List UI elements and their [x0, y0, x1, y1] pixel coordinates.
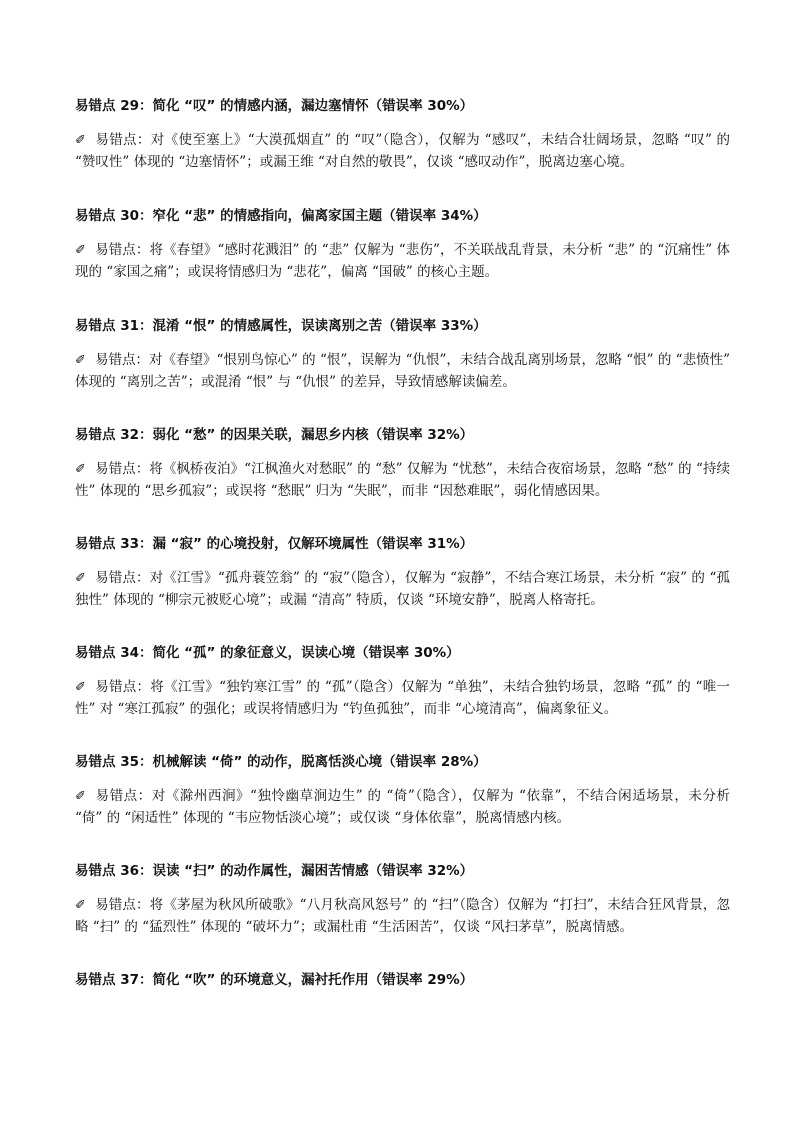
entry-body-text: 易错点：对《江雪》“孤舟蓑笠翁” 的 “寂”（隐含），仅解为 “寂静”，不结合寒江场景，未分析 “寂” 的 “孤独性” 体现的 “柳宗元被贬心境”；或漏 “清高” 特质，仅谈 “环境安静”，脱离人格寄托。: [75, 570, 730, 608]
entry-heading: 易错点 36：误读 “扫” 的动作属性，漏困苦情感（错误率 32%）: [75, 863, 474, 879]
entry-body: [75, 677, 730, 719]
pencil-icon: ✐: [75, 898, 86, 913]
entry-heading: 易错点 34：简化 “孤” 的象征意义，误读心境（错误率 30%）: [75, 645, 460, 661]
entry-heading: 易错点 37：简化 “吹” 的环境意义，漏衬托作用（错误率 29%）: [75, 972, 474, 988]
entry-36: [75, 861, 730, 937]
pencil-icon: ✐: [75, 133, 86, 148]
pencil-icon: ✐: [75, 789, 86, 804]
entry-heading: 易错点 32：弱化 “愁” 的因果关联，漏思乡内核（错误率 32%）: [75, 427, 474, 443]
entry-37: [75, 970, 730, 990]
entry-body-text: 易错点：对《春望》“恨别鸟惊心” 的 “恨”，误解为 “仇恨”，未结合战乱离别场景，忽略 “恨” 的 “悲愤性” 体现的 “离别之苦”；或混淆 “恨” 与 “仇恨” 的差异，导致情感解读偏差。: [75, 352, 730, 390]
entry-body: [75, 350, 730, 392]
entry-body: [75, 568, 730, 610]
entry-35: [75, 752, 730, 828]
entry-body: [75, 459, 730, 501]
pencil-icon: ✐: [75, 680, 86, 695]
pencil-icon: ✐: [75, 353, 86, 368]
entry-body: [75, 240, 730, 282]
entry-body-text: 易错点：对《使至塞上》“大漠孤烟直” 的 “叹”（隐含），仅解为 “感叹”，未结合壮阔场景，忽略 “叹” 的 “赞叹性” 体现的 “边塞情怀”；或漏王维 “对自然的敬畏”，仅谈 “感叹动作”，脱离边塞心境。: [75, 132, 730, 170]
entry-31: [75, 316, 730, 392]
pencil-icon: ✐: [75, 462, 86, 477]
entry-33: [75, 534, 730, 610]
entry-heading: 易错点 35：机械解读 “倚” 的动作，脱离恬淡心境（错误率 28%）: [75, 754, 487, 770]
pencil-icon: ✐: [75, 243, 86, 258]
entry-29: [75, 96, 730, 172]
pencil-icon: ✐: [75, 571, 86, 586]
entry-heading: 易错点 29：简化 “叹” 的情感内涵，漏边塞情怀（错误率 30%）: [75, 98, 474, 114]
entry-body: [75, 130, 730, 172]
entry-heading: 易错点 30：窄化 “悲” 的情感指向，偏离家国主题（错误率 34%）: [75, 208, 487, 224]
entry-heading: 易错点 31：混淆 “恨” 的情感属性，误读离别之苦（错误率 33%）: [75, 318, 487, 334]
entry-body-text: 易错点：对《滁州西涧》“独怜幽草涧边生” 的 “倚”（隐含），仅解为 “依靠”，不结合闲适场景，未分析 “倚” 的 “闲适性” 体现的 “韦应物恬淡心境”；或仅谈 “身体依靠”，脱离情感内核。: [75, 788, 730, 826]
entry-body-text: 易错点：将《茅屋为秋风所破歌》“八月秋高风怒号” 的 “扫”（隐含）仅解为 “打扫”，未结合狂风背景，忽略 “扫” 的 “猛烈性” 体现的 “破坏力”；或漏杜甫 “生活困苦”，仅谈 “风扫茅草”，脱离情感。: [75, 897, 730, 935]
entry-body: [75, 786, 730, 828]
entry-body-text: 易错点：将《春望》“感时花溅泪” 的 “悲” 仅解为 “悲伤”，不关联战乱背景，未分析 “悲” 的 “沉痛性” 体现的 “家国之痛”；或误将情感归为 “悲花”，偏离 “国破” 的核心主题。: [75, 242, 730, 280]
entry-body-text: 易错点：将《江雪》“独钓寒江雪” 的 “孤”（隐含）仅解为 “单独”，未结合独钓场景，忽略 “孤” 的 “唯一性” 对 “寒江孤寂” 的强化；或误将情感归为 “钓鱼孤独”，而非 “心境清高”，偏离象征义。: [75, 679, 730, 717]
entry-body: [75, 895, 730, 937]
entry-30: [75, 206, 730, 282]
entry-34: [75, 643, 730, 719]
entry-body-text: 易错点：将《枫桥夜泊》“江枫渔火对愁眠” 的 “愁” 仅解为 “忧愁”，未结合夜宿场景，忽略 “愁” 的 “持续性” 体现的 “思乡孤寂”；或误将 “愁眠” 归为 “失眠”，而非 “因愁难眠”，弱化情感因果。: [75, 461, 730, 499]
entry-heading: 易错点 33：漏 “寂” 的心境投射，仅解环境属性（错误率 31%）: [75, 536, 474, 552]
entry-32: [75, 425, 730, 501]
